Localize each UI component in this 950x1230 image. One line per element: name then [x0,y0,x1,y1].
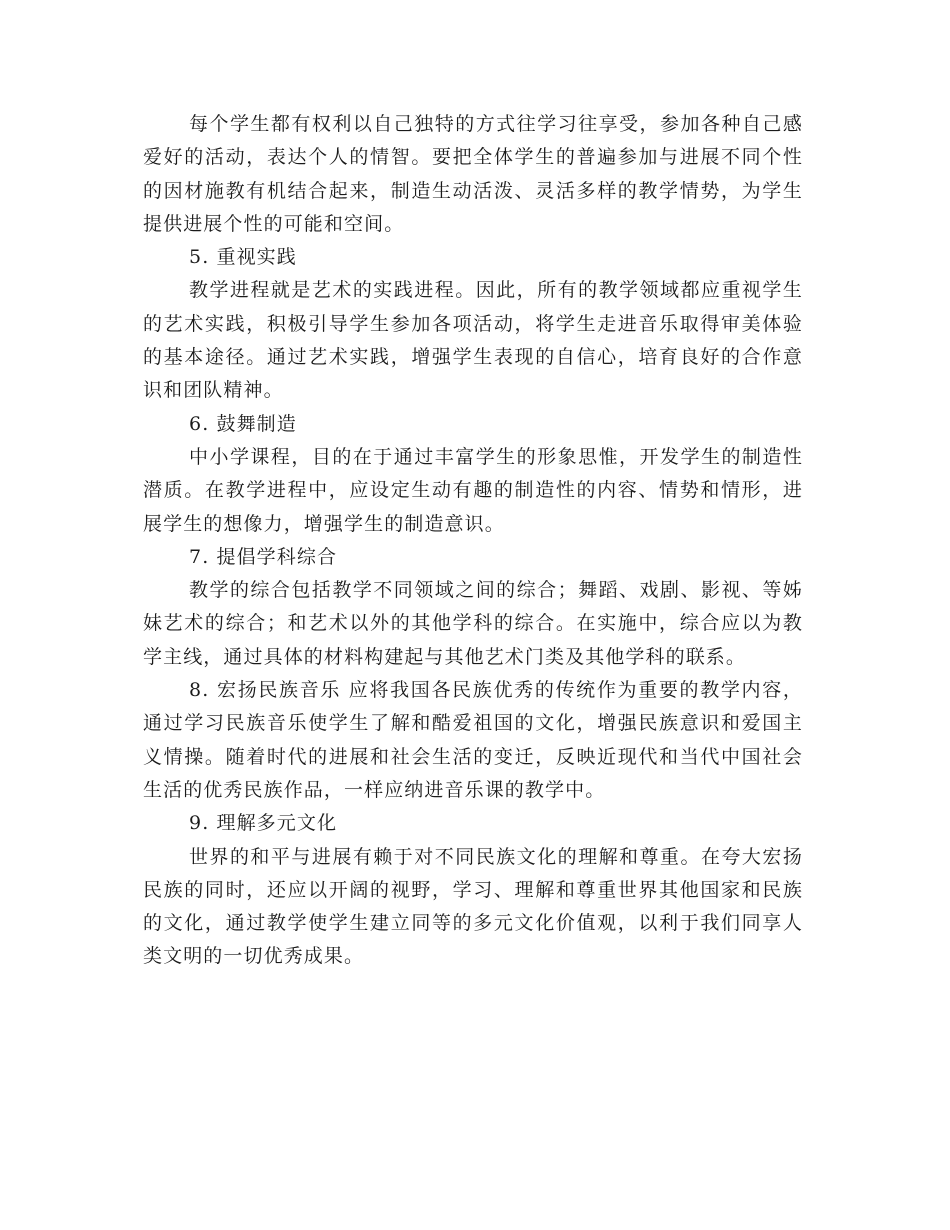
paragraph-practice: 教学进程就是艺术的实践进程。因此，所有的教学领域都应重视学生的艺术实践，积极引导学生参加各项活动，将学生走进音乐取得审美体验的基本途径。通过艺术实践，增强学生表现的自信心，培育良好的合作意识和团队精神。 [143,279,803,402]
paragraph-national-music: 8. 宏扬民族音乐 应将我国各民族优秀的传统作为重要的教学内容，通过学习民族音乐使学生了解和酷爱祖国的文化，增强民族意识和爱国主义情操。随着时代的进展和社会生活的变迁，反映近现代和当代中国社会生活的优秀民族作品，一样应纳进音乐课的教学中。 [143,679,803,801]
heading-multiculture: 9. 理解多元文化 [189,812,338,835]
paragraph-individuality: 每个学生都有权利以自己独特的方式往学习往享受，参加各种自己感爱好的活动，表达个人的情智。要把全体学生的普遍参加与进展不同个性的因材施教有机结合起来，制造生动活泼、灵活多样的教学情势，为学生提供进展个性的可能和空间。 [143,113,803,235]
paragraph-creativity: 中小学课程，目的在于通过丰富学生的形象思惟，开发学生的制造性潜质。在教学进程中，应设定生动有趣的制造性的内容、情势和情形，进展学生的想像力，增强学生的制造意识。 [143,445,803,535]
heading-creativity: 6. 鼓舞制造 [189,412,297,435]
document-page [143,108,803,974]
paragraph-multiculture: 世界的和平与进展有赖于对不同民族文化的理解和尊重。在夸大宏扬民族的同时，还应以开阔的视野，学习、理解和尊重世界其他国家和民族的文化，通过教学使学生建立同等的多元文化价值观，以利于我们同享人类文明的一切优秀成果。 [143,845,803,968]
paragraph-integration: 教学的综合包括教学不同领域之间的综合；舞蹈、戏剧、影视、等姊妹艺术的综合；和艺术以外的其他学科的综合。在实施中，综合应以为教学主线，通过具体的材料构建起与其他艺术门类及其他学科的联系。 [143,579,803,668]
heading-integration: 7. 提倡学科综合 [189,545,338,568]
heading-practice: 5. 重视实践 [189,246,297,269]
